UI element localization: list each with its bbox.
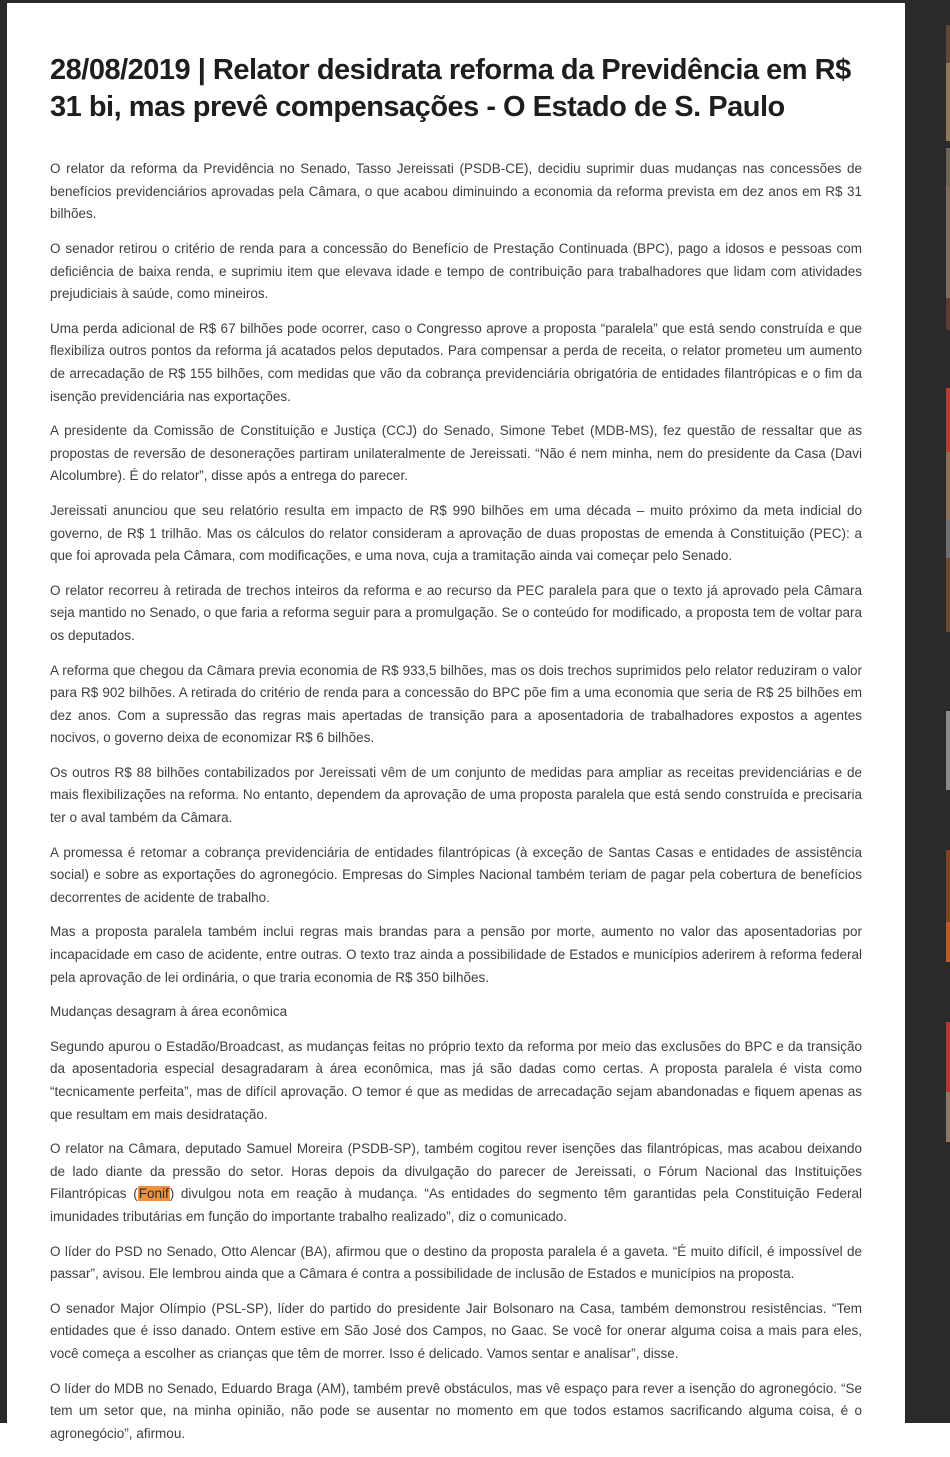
window-sliver bbox=[946, 711, 950, 790]
window-sliver bbox=[946, 388, 950, 452]
article-body bbox=[50, 158, 865, 1445]
paragraph: O senador retirou o critério de renda para a concessão do Benefício de Prestação Continuada (BPC), pago a idosos e pessoas com deficiência de baixa renda, e suprimiu item que elevava idade e tempo de contribuição para trabalhadores que lidam com atividades prejudiciais à saúde, como mineiros. bbox=[50, 241, 862, 302]
paragraph: O relator recorreu à retirada de trechos inteiros da reforma e ao recurso da PEC paralela para que o texto já aprovado pela Câmara seja mantido no Senado, o que faria a reforma seguir para a promulgação. Se o conteúdo for modificado, a proposta tem de voltar para os deputados. bbox=[50, 582, 862, 643]
paragraph: Segundo apurou o Estadão/Broadcast, as mudanças feitas no próprio texto da reforma por meio das exclusões do BPC e da transição da aposentadoria especial desagradaram à área econômica, mas já são dadas como certas. A proposta paralela é vista como “tecnicamente perfeita”, mas de difícil aprovação. O temor é que as medidas de arrecadação sejam abandonadas e fiquem apenas as que resultam em mais desidratação. bbox=[50, 1038, 862, 1122]
window-sliver bbox=[946, 186, 950, 298]
paragraph: O líder do PSD no Senado, Otto Alencar (BA), afirmou que o destino da proposta paralela é a gaveta. “É muito difícil, é impossível de passar”, avisou. Ele lembrou ainda que a Câmara é contra a possibilidade de inclusão de Estados e municípios na proposta. bbox=[50, 1243, 862, 1282]
right-edge-slivers bbox=[946, 0, 950, 1423]
paragraph-text: O relator na Câmara, deputado Samuel Moreira (PSDB-SP), também cogitou rever isenções das filantrópicas, mas acabou deixando de lado diante da pressão do setor. Horas depois da divulgação do parecer de Jereissati, o Fórum Nacional das Instituições Filantrópicas ( bbox=[50, 1141, 862, 1202]
paragraph bbox=[50, 1138, 862, 1228]
paragraph: O relator da reforma da Previdência no Senado, Tasso Jereissati (PSDB-CE), decidiu suprimir duas mudanças nas concessões de benefícios previdenciários aprovadas pela Câmara, o que acabou diminuindo a economia da reforma prevista em dez anos em R$ 31 bilhões. bbox=[50, 161, 862, 222]
subheading: Mudanças desagram à área econômica bbox=[50, 1004, 288, 1020]
window-sliver bbox=[946, 1022, 950, 1092]
window-sliver bbox=[946, 558, 950, 632]
window-sliver bbox=[946, 850, 950, 922]
search-highlight: Fonif bbox=[138, 1186, 169, 1202]
paragraph: Mas a proposta paralela também inclui regras mais brandas para a pensão por morte, aumento no valor das aposentadorias por incapacidade em caso de acidente, entre outras. O texto traz ainda a possibilidade de Estados e municípios aderirem à reforma federal pela aprovação de lei ordinária, o que traria economia de R$ 350 bilhões. bbox=[50, 924, 862, 985]
paragraph: Jereissati anunciou que seu relatório resulta em impacto de R$ 990 bilhões em uma década – muito próximo da meta indicial do governo, de R$ 1 trilhão. Mas os cálculos do relator consideram a aprovação de duas propostas de emenda à Constituição (PEC): a que foi aprovada pela Câmara, com modificações, e uma nova, cuja a tramitação ainda vai começar pelo Senado. bbox=[50, 502, 862, 564]
paragraph: Uma perda adicional de R$ 67 bilhões pode ocorrer, caso o Congresso aprove a proposta “paralela” que está sendo construída e que flexibiliza outros pontos da reforma já acatados pelos deputados. Para compensar a perda de receita, o relator prometeu um aumento de arrecadação de R$ 155 bilhões, com medidas que vão da cobrança previdenciária obrigatória de entidades filantrópicas e o fim da isenção previdenciária nas exportações. bbox=[50, 320, 862, 404]
paragraph: O líder do MDB no Senado, Eduardo Braga (AM), também prevê obstáculos, mas vê espaço para rever a isenção do agronegócio. “Se tem um setor que, na minha opinião, não pode se ausentar no momento em que todos estamos sacrificando alguma coisa, é o agronegócio”, afirmou. bbox=[50, 1380, 862, 1441]
window-sliver bbox=[946, 520, 950, 558]
window-frame-left bbox=[0, 0, 7, 1423]
paragraph: O senador Major Olímpio (PSL-SP), líder do partido do presidente Jair Bolsonaro na Casa, também demonstrou resistências. “Tem entidades que é isso danado. Ontem estive em São José dos Campos, no Gaac. Se você for onerar alguma coisa a mais para eles, você começa a escolher as crianças que têm de morrer. Isso é delicado. Vamos sentar e analisar”, disse. bbox=[50, 1300, 862, 1361]
window-sliver bbox=[946, 63, 950, 141]
page-title: 28/08/2019 | Relator desidrata reforma da Previdência em R$ 31 bi, mas prevê compensações - O Estado de S. Paulo bbox=[50, 54, 851, 124]
paragraph: A presidente da Comissão de Constituição e Justiça (CCJ) do Senado, Simone Tebet (MDB-MS), fez questão de ressaltar que as propostas de reversão de desonerações partiram unilateralmente de Jereissati. “Não é nem minha, nem do presidente da Casa (Davi Alcolumbre). É do relator”, disse após a entrega do parecer. bbox=[50, 423, 862, 484]
paragraph: A reforma que chegou da Câmara previa economia de R$ 933,5 bilhões, mas os dois trechos suprimidos pelo relator reduziram o valor para R$ 902 bilhões. A retirada do critério de renda para a concessão do BPC põe fim a uma economia que seria de R$ 25 bilhões em dez anos. Com a supressão das regras mais apertadas de transição para a aposentadoria de trabalhadores expostos a agentes nocivos, o governo deixa de economizar R$ 6 bilhões. bbox=[50, 662, 862, 746]
window-sliver bbox=[946, 452, 950, 520]
paragraph-text: ) divulgou nota em reação à mudança. “As entidades do segmento têm garantidas pela Constituição Federal imunidades tributárias em função do importante trabalho realizado”, diz o comunicado. bbox=[50, 1186, 862, 1224]
article-page bbox=[50, 52, 865, 1457]
window-sliver bbox=[946, 922, 950, 962]
window-sliver bbox=[946, 25, 950, 63]
window-frame-right bbox=[905, 0, 950, 1423]
window-sliver bbox=[946, 1092, 950, 1142]
paragraph: A promessa é retomar a cobrança previdenciária de entidades filantrópicas (à exceção de Santas Casas e entidades de assistência social) e sobre as exportações do agronegócio. Empresas do Simples Nacional também teriam de pagar pela cobertura de benefícios decorrentes de acidente de trabalho. bbox=[50, 844, 862, 905]
window-sliver bbox=[946, 148, 950, 186]
window-sliver bbox=[946, 298, 950, 330]
paragraph: Os outros R$ 88 bilhões contabilizados por Jereissati vêm de um conjunto de medidas para ampliar as receitas previdenciárias e de mais flexibilizações na reforma. No entanto, dependem da aprovação de uma proposta paralela que está sendo construída e precisaria ter o aval também da Câmara. bbox=[50, 764, 862, 826]
window-frame-top bbox=[0, 0, 950, 3]
